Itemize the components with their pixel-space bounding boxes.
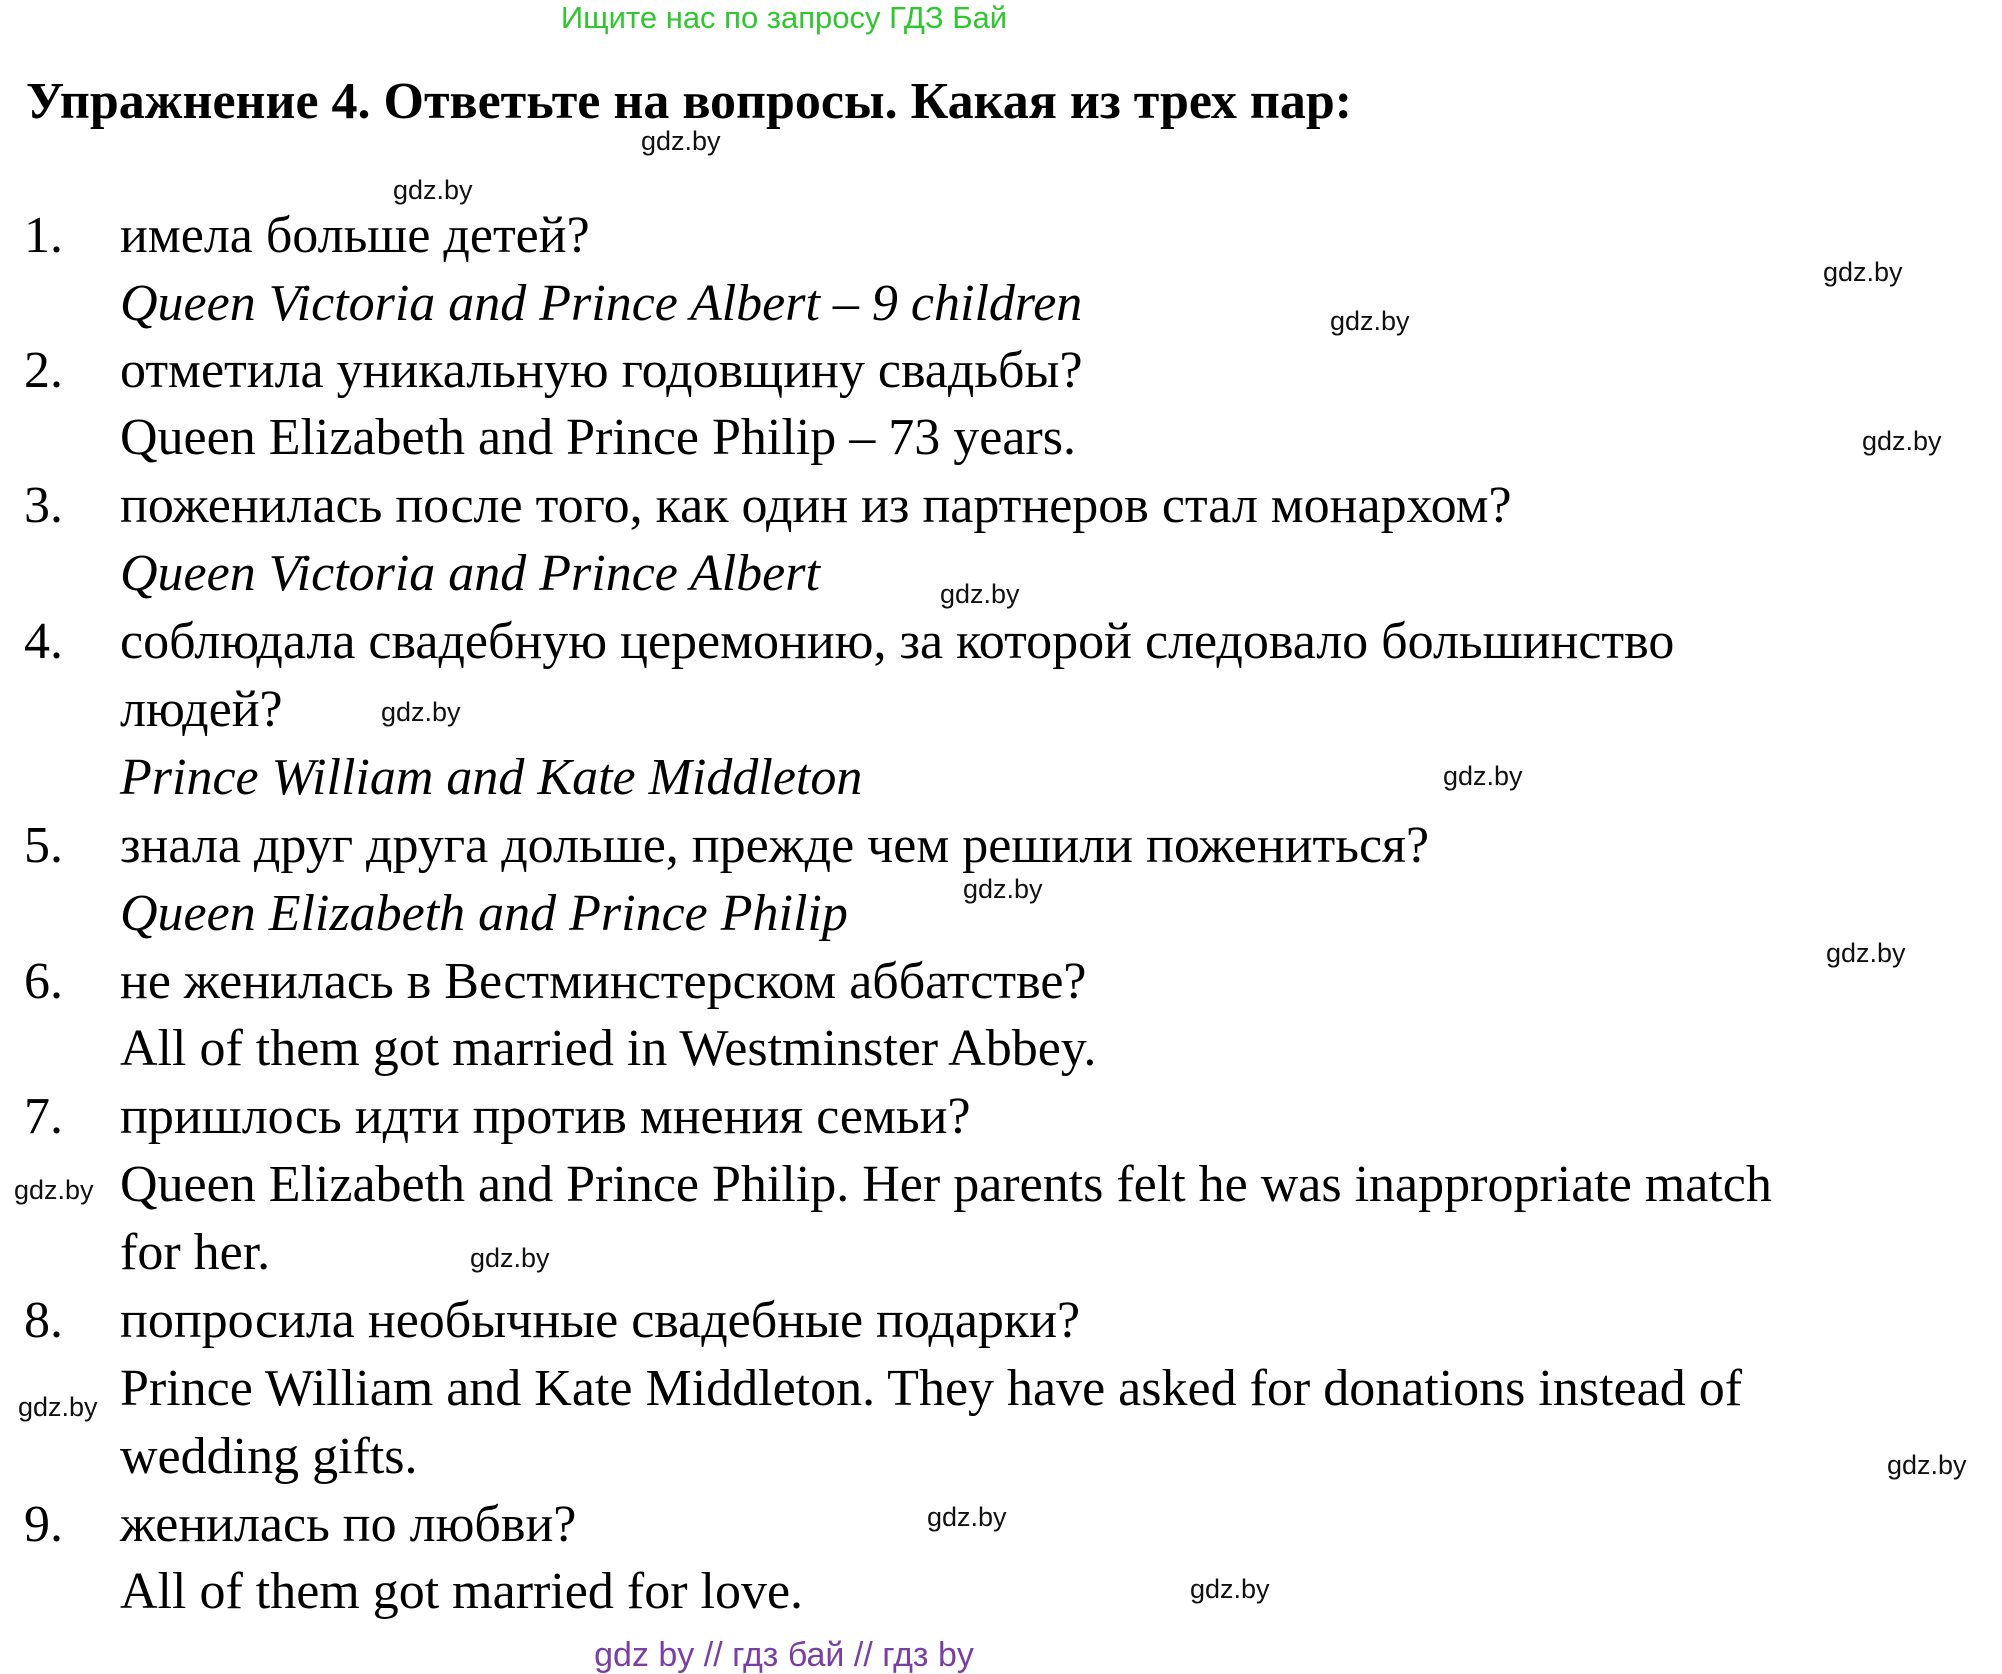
item-2-answer: Queen Elizabeth and Prince Philip – 73 years. [120,409,1076,466]
watermark: gdz.by [1190,1574,1270,1604]
watermark: gdz.by [641,126,721,156]
item-3-question: поженилась после того, как один из партнеров стал монархом? [120,477,1512,534]
item-7-question: пришлось идти против мнения семьи? [120,1088,971,1145]
item-1-question: имела больше детей? [120,207,590,264]
watermark: gdz.by [14,1175,94,1205]
watermark: gdz.by [393,175,473,205]
watermark: gdz.by [963,874,1043,904]
watermark: gdz.by [1443,761,1523,791]
item-5-answer: Queen Elizabeth and Prince Philip [120,885,848,942]
item-4-question-line2: людей? [120,681,283,738]
item-9-question: женилась по любви? [120,1496,577,1553]
item-2-question: отметила уникальную годовщину свадьбы? [120,342,1083,399]
watermark: gdz.by [18,1392,98,1422]
item-6-question: не женилась в Вестминстерском аббатстве? [120,953,1087,1010]
item-7-answer-line1: Queen Elizabeth and Prince Philip. Her parents felt he was inappropriate match [120,1156,1772,1213]
item-7-answer-line2: for her. [120,1224,271,1281]
watermark: gdz.by [470,1243,550,1273]
watermark: gdz.by [1823,257,1903,287]
item-8-number: 8. [24,1292,63,1349]
watermark: gdz.by [1887,1450,1967,1480]
item-8-answer-line1: Prince William and Kate Middleton. They have asked for donations instead of [120,1360,1743,1417]
watermark: gdz.by [1862,426,1942,456]
watermark: gdz.by [381,697,461,727]
search-hint-header: Ищите нас по запросу ГДЗ Бай [560,0,1008,35]
item-3-number: 3. [24,477,63,534]
item-9-number: 9. [24,1496,63,1553]
item-5-number: 5. [24,817,63,874]
item-4-answer: Prince William and Kate Middleton [120,749,863,806]
item-4-number: 4. [24,613,63,670]
item-7-number: 7. [24,1088,63,1145]
watermark: gdz.by [1330,306,1410,336]
watermark: gdz.by [927,1502,1007,1532]
item-1-answer: Queen Victoria and Prince Albert – 9 children [120,275,1083,332]
watermark: gdz.by [940,579,1020,609]
item-8-answer-line2: wedding gifts. [120,1428,418,1485]
item-5-question: знала друг друга дольше, прежде чем решили пожениться? [120,817,1430,874]
item-8-question: попросила необычные свадебные подарки? [120,1292,1081,1349]
item-9-answer: All of them got married for love. [120,1563,804,1620]
watermark: gdz.by [1826,938,1906,968]
item-1-number: 1. [24,207,63,264]
item-2-number: 2. [24,342,63,399]
item-4-question-line1: соблюдала свадебную церемонию, за которой следовало большинство [120,613,1675,670]
item-6-number: 6. [24,953,63,1010]
footer-links: gdz by // гдз бай // гдз by [594,1636,974,1674]
item-3-answer: Queen Victoria and Prince Albert [120,545,820,602]
exercise-title: Упражнение 4. Ответьте на вопросы. Какая из трех пар: [26,73,1353,130]
item-6-answer: All of them got married in Westminster Abbey. [120,1020,1097,1077]
